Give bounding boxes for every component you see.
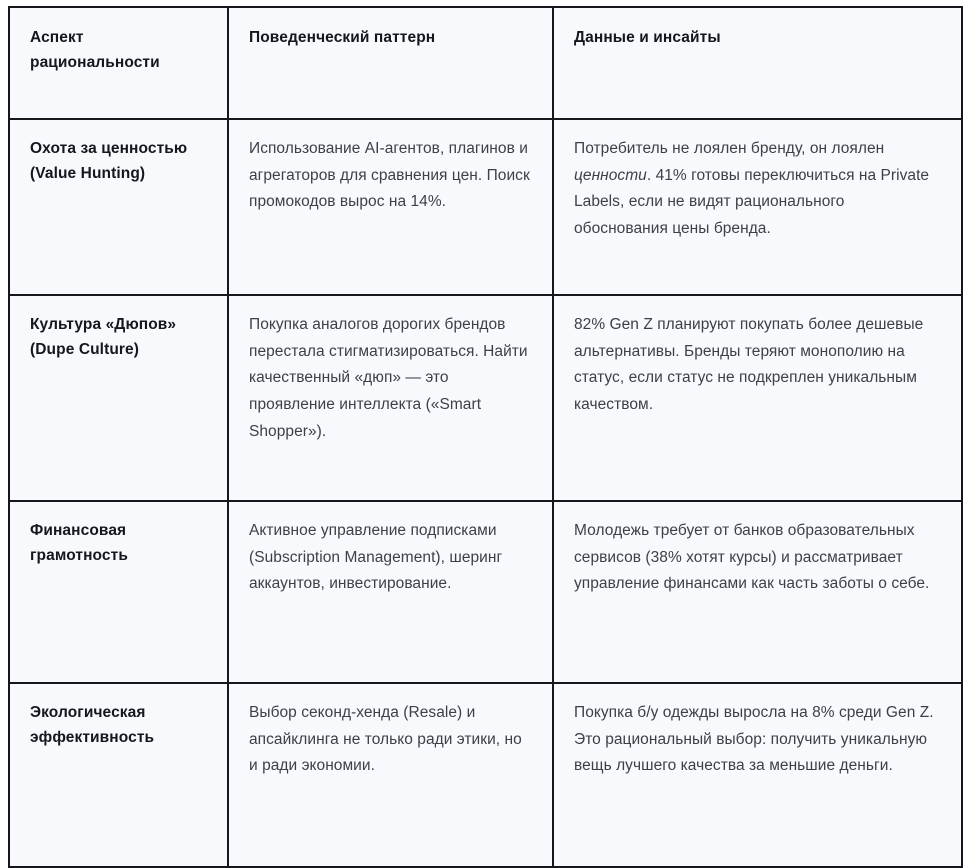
row-aspect-financial-literacy: Финансовая грамотность — [9, 501, 228, 683]
column-header-aspect: Аспект рациональности — [9, 7, 228, 119]
row-aspect-eco-efficiency: Экологическая эффективность — [9, 683, 228, 867]
table-row — [9, 501, 962, 683]
table-header — [9, 7, 962, 119]
rationality-table — [8, 6, 963, 868]
row-pattern-financial-literacy: Активное управление подписками (Subscription Management), шеринг аккаунтов, инвестирование. — [228, 501, 553, 683]
table-body — [9, 119, 962, 867]
row-aspect-dupe-culture: Культура «Дюпов» (Dupe Culture) — [9, 295, 228, 501]
row-insights-dupe-culture: 82% Gen Z планируют покупать более дешевые альтернативы. Бренды теряют монополию на статус, если статус не подкреплен уникальным качеством. — [553, 295, 962, 501]
table-row — [9, 295, 962, 501]
insights-emphasis: ценности — [574, 166, 647, 184]
table-header-row — [9, 7, 962, 119]
row-pattern-eco-efficiency: Выбор секонд-хенда (Resale) и апсайклинга не только ради этики, но и ради экономии. — [228, 683, 553, 867]
row-pattern-dupe-culture: Покупка аналогов дорогих брендов перестала стигматизироваться. Найти качественный «дюп» — это проявление интеллекта («Smart Shopper»). — [228, 295, 553, 501]
insights-text-tail: . 41% готовы переключиться на Private Labels, если не видят рационального обоснования цены бренда. — [574, 166, 930, 237]
column-header-insights: Данные и инсайты — [553, 7, 962, 119]
table-row — [9, 683, 962, 867]
column-header-pattern: Поведенческий паттерн — [228, 7, 553, 119]
row-insights-value-hunting — [553, 119, 962, 295]
row-insights-financial-literacy: Молодежь требует от банков образовательных сервисов (38% хотят курсы) и рассматривает управление финансами как часть заботы о себе. — [553, 501, 962, 683]
row-aspect-value-hunting: Охота за ценностью (Value Hunting) — [9, 119, 228, 295]
row-insights-eco-efficiency: Покупка б/у одежды выросла на 8% среди Gen Z. Это рациональный выбор: получить уникальную вещь лучшего качества за меньшие деньги. — [553, 683, 962, 867]
table-row — [9, 119, 962, 295]
insights-text-lead: Потребитель не лоялен бренду, он лоялен — [574, 140, 885, 157]
row-pattern-value-hunting: Использование AI-агентов, плагинов и агрегаторов для сравнения цен. Поиск промокодов вырос на 14%. — [228, 119, 553, 295]
